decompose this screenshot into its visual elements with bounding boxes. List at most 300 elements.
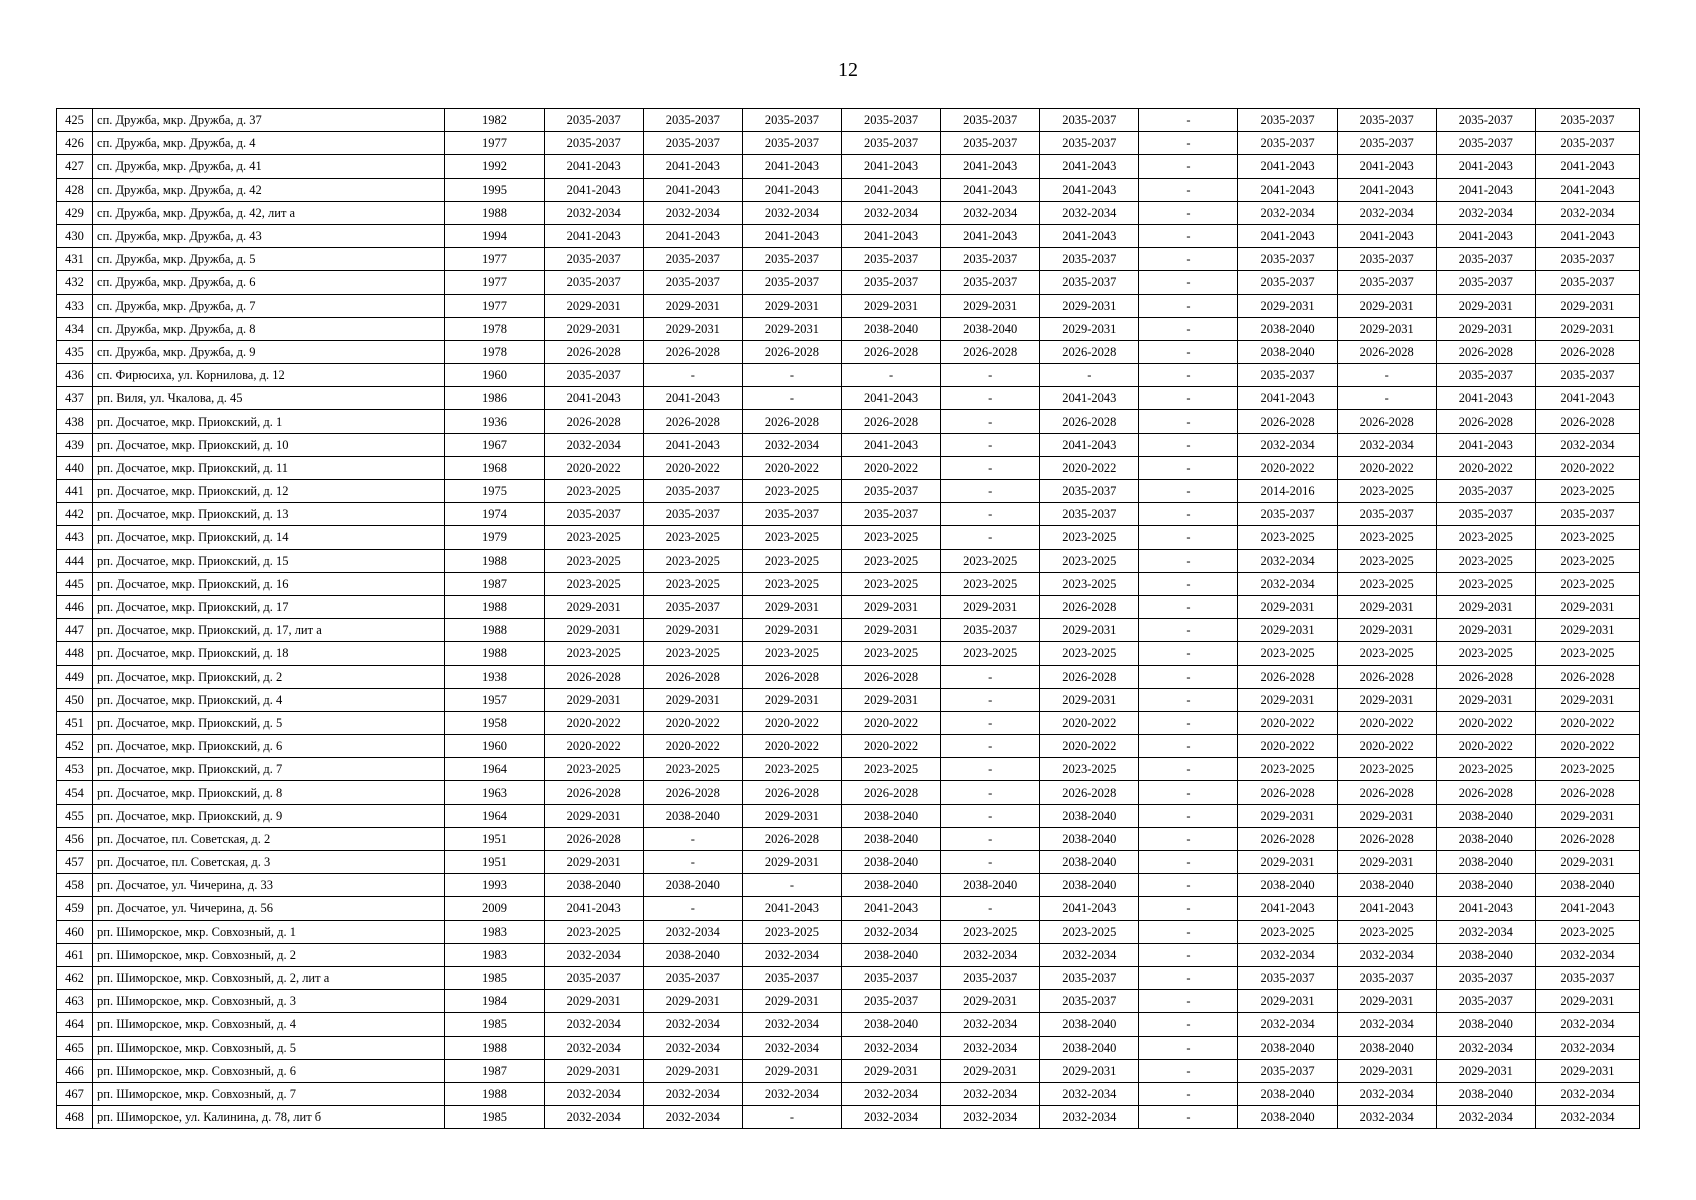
cell-row-number: 452 — [57, 735, 93, 758]
cell-period-3: 2026-2028 — [742, 665, 841, 688]
table-row — [57, 711, 1640, 734]
cell-period-4: 2032-2034 — [841, 1106, 940, 1129]
cell-period-9: 2038-2040 — [1337, 874, 1436, 897]
cell-period-4: - — [841, 364, 940, 387]
cell-period-2: 2023-2025 — [643, 572, 742, 595]
cell-period-1: 2029-2031 — [544, 595, 643, 618]
cell-build-year: 1982 — [445, 109, 544, 132]
cell-period-2: 2029-2031 — [643, 317, 742, 340]
cell-period-3: 2023-2025 — [742, 480, 841, 503]
cell-period-2: 2038-2040 — [643, 943, 742, 966]
cell-period-4: 2035-2037 — [841, 480, 940, 503]
cell-period-6: 2041-2043 — [1040, 178, 1139, 201]
cell-period-1: 2029-2031 — [544, 317, 643, 340]
table-row — [57, 619, 1640, 642]
cell-row-number: 449 — [57, 665, 93, 688]
cell-period-2: 2032-2034 — [643, 1013, 742, 1036]
cell-period-6: 2032-2034 — [1040, 1082, 1139, 1105]
cell-period-7: - — [1139, 897, 1238, 920]
cell-period-2: 2035-2037 — [643, 503, 742, 526]
cell-build-year: 1963 — [445, 781, 544, 804]
cell-period-10: 2038-2040 — [1436, 1082, 1535, 1105]
cell-period-11: 2032-2034 — [1535, 201, 1639, 224]
cell-period-4: 2023-2025 — [841, 642, 940, 665]
cell-period-8: 2026-2028 — [1238, 410, 1337, 433]
cell-build-year: 1975 — [445, 480, 544, 503]
cell-period-8: 2035-2037 — [1238, 248, 1337, 271]
table-row — [57, 804, 1640, 827]
cell-period-9: 2035-2037 — [1337, 271, 1436, 294]
cell-period-11: 2029-2031 — [1535, 595, 1639, 618]
cell-build-year: 1988 — [445, 1036, 544, 1059]
cell-period-9: 2023-2025 — [1337, 758, 1436, 781]
cell-period-5: - — [941, 665, 1040, 688]
cell-period-9: 2029-2031 — [1337, 619, 1436, 642]
cell-period-8: 2035-2037 — [1238, 271, 1337, 294]
cell-address: рп. Досчатое, мкр. Приокский, д. 12 — [93, 480, 445, 503]
cell-period-3: - — [742, 387, 841, 410]
cell-period-4: 2041-2043 — [841, 433, 940, 456]
cell-period-7: - — [1139, 410, 1238, 433]
cell-period-2: 2035-2037 — [643, 271, 742, 294]
cell-build-year: 1974 — [445, 503, 544, 526]
cell-period-2: 2041-2043 — [643, 224, 742, 247]
cell-period-5: 2029-2031 — [941, 1059, 1040, 1082]
cell-build-year: 1994 — [445, 224, 544, 247]
cell-period-5: 2041-2043 — [941, 224, 1040, 247]
cell-period-9: 2023-2025 — [1337, 920, 1436, 943]
cell-period-4: 2032-2034 — [841, 1036, 940, 1059]
cell-period-10: 2020-2022 — [1436, 711, 1535, 734]
cell-period-9: 2029-2031 — [1337, 294, 1436, 317]
cell-period-6: 2029-2031 — [1040, 619, 1139, 642]
cell-period-7: - — [1139, 503, 1238, 526]
cell-period-7: - — [1139, 132, 1238, 155]
table-row — [57, 851, 1640, 874]
cell-row-number: 440 — [57, 456, 93, 479]
cell-period-10: 2035-2037 — [1436, 480, 1535, 503]
cell-period-10: 2029-2031 — [1436, 619, 1535, 642]
table-row — [57, 642, 1640, 665]
cell-period-2: 2029-2031 — [643, 1059, 742, 1082]
cell-period-10: 2023-2025 — [1436, 572, 1535, 595]
cell-period-8: 2032-2034 — [1238, 549, 1337, 572]
housing-schedule-table — [56, 108, 1640, 1129]
cell-row-number: 457 — [57, 851, 93, 874]
cell-period-9: 2032-2034 — [1337, 1013, 1436, 1036]
cell-period-2: 2035-2037 — [643, 248, 742, 271]
cell-period-11: 2023-2025 — [1535, 526, 1639, 549]
cell-period-8: 2035-2037 — [1238, 364, 1337, 387]
cell-period-10: 2035-2037 — [1436, 271, 1535, 294]
cell-period-10: 2032-2034 — [1436, 1106, 1535, 1129]
cell-address: рп. Досчатое, мкр. Приокский, д. 2 — [93, 665, 445, 688]
cell-period-7: - — [1139, 758, 1238, 781]
cell-period-10: 2032-2034 — [1436, 920, 1535, 943]
cell-build-year: 1951 — [445, 827, 544, 850]
cell-period-7: - — [1139, 387, 1238, 410]
cell-period-9: 2020-2022 — [1337, 456, 1436, 479]
cell-period-10: 2035-2037 — [1436, 364, 1535, 387]
cell-period-8: 2026-2028 — [1238, 827, 1337, 850]
cell-period-1: 2032-2034 — [544, 201, 643, 224]
cell-period-11: 2035-2037 — [1535, 109, 1639, 132]
cell-period-8: 2041-2043 — [1238, 224, 1337, 247]
cell-period-10: 2026-2028 — [1436, 410, 1535, 433]
cell-row-number: 458 — [57, 874, 93, 897]
cell-row-number: 455 — [57, 804, 93, 827]
cell-period-4: 2035-2037 — [841, 503, 940, 526]
cell-period-11: 2029-2031 — [1535, 990, 1639, 1013]
cell-address: рп. Досчатое, мкр. Приокский, д. 16 — [93, 572, 445, 595]
cell-row-number: 448 — [57, 642, 93, 665]
cell-period-7: - — [1139, 966, 1238, 989]
cell-period-1: 2041-2043 — [544, 178, 643, 201]
cell-period-11: 2029-2031 — [1535, 317, 1639, 340]
cell-period-8: 2038-2040 — [1238, 317, 1337, 340]
cell-period-1: 2023-2025 — [544, 526, 643, 549]
cell-period-5: - — [941, 735, 1040, 758]
cell-period-9: 2029-2031 — [1337, 1059, 1436, 1082]
cell-period-1: 2035-2037 — [544, 364, 643, 387]
cell-period-8: 2038-2040 — [1238, 874, 1337, 897]
cell-period-10: 2041-2043 — [1436, 155, 1535, 178]
cell-period-9: 2023-2025 — [1337, 480, 1436, 503]
cell-period-6: 2035-2037 — [1040, 248, 1139, 271]
cell-period-11: 2026-2028 — [1535, 827, 1639, 850]
cell-period-7: - — [1139, 549, 1238, 572]
cell-period-7: - — [1139, 827, 1238, 850]
cell-address: рп. Шиморское, мкр. Совхозный, д. 4 — [93, 1013, 445, 1036]
cell-period-8: 2035-2037 — [1238, 109, 1337, 132]
cell-period-11: 2026-2028 — [1535, 340, 1639, 363]
cell-period-5: 2038-2040 — [941, 874, 1040, 897]
cell-period-3: 2023-2025 — [742, 758, 841, 781]
cell-period-2: 2035-2037 — [643, 595, 742, 618]
cell-period-10: 2041-2043 — [1436, 178, 1535, 201]
cell-build-year: 1987 — [445, 1059, 544, 1082]
cell-period-7: - — [1139, 572, 1238, 595]
cell-period-1: 2026-2028 — [544, 781, 643, 804]
cell-period-9: 2023-2025 — [1337, 642, 1436, 665]
cell-period-10: 2041-2043 — [1436, 433, 1535, 456]
cell-period-2: 2041-2043 — [643, 387, 742, 410]
cell-build-year: 1984 — [445, 990, 544, 1013]
cell-build-year: 1951 — [445, 851, 544, 874]
cell-address: сп. Дружба, мкр. Дружба, д. 4 — [93, 132, 445, 155]
cell-period-1: 2023-2025 — [544, 549, 643, 572]
cell-period-4: 2041-2043 — [841, 387, 940, 410]
cell-period-3: 2035-2037 — [742, 503, 841, 526]
cell-period-10: 2029-2031 — [1436, 688, 1535, 711]
cell-build-year: 1979 — [445, 526, 544, 549]
table-row — [57, 387, 1640, 410]
table-row — [57, 920, 1640, 943]
cell-period-10: 2029-2031 — [1436, 1059, 1535, 1082]
cell-period-9: 2032-2034 — [1337, 1082, 1436, 1105]
cell-period-2: 2029-2031 — [643, 990, 742, 1013]
cell-period-7: - — [1139, 201, 1238, 224]
cell-period-5: - — [941, 433, 1040, 456]
cell-period-6: 2023-2025 — [1040, 642, 1139, 665]
cell-period-5: 2032-2034 — [941, 943, 1040, 966]
table-row — [57, 874, 1640, 897]
cell-period-11: 2035-2037 — [1535, 271, 1639, 294]
cell-build-year: 2009 — [445, 897, 544, 920]
cell-period-9: 2026-2028 — [1337, 410, 1436, 433]
cell-period-9: 2029-2031 — [1337, 990, 1436, 1013]
cell-row-number: 436 — [57, 364, 93, 387]
cell-period-8: 2026-2028 — [1238, 781, 1337, 804]
cell-period-2: 2023-2025 — [643, 549, 742, 572]
cell-row-number: 444 — [57, 549, 93, 572]
cell-address: рп. Досчатое, мкр. Приокский, д. 8 — [93, 781, 445, 804]
cell-period-10: 2041-2043 — [1436, 224, 1535, 247]
cell-period-2: 2026-2028 — [643, 410, 742, 433]
cell-period-9: 2032-2034 — [1337, 943, 1436, 966]
cell-period-2: 2032-2034 — [643, 1036, 742, 1059]
cell-period-6: 2026-2028 — [1040, 410, 1139, 433]
cell-build-year: 1936 — [445, 410, 544, 433]
table-row — [57, 109, 1640, 132]
cell-period-5: 2038-2040 — [941, 317, 1040, 340]
cell-period-6: 2020-2022 — [1040, 735, 1139, 758]
cell-period-10: 2029-2031 — [1436, 294, 1535, 317]
cell-row-number: 451 — [57, 711, 93, 734]
cell-period-7: - — [1139, 364, 1238, 387]
cell-period-9: 2035-2037 — [1337, 966, 1436, 989]
cell-build-year: 1938 — [445, 665, 544, 688]
cell-period-10: 2035-2037 — [1436, 503, 1535, 526]
cell-period-8: 2038-2040 — [1238, 1082, 1337, 1105]
cell-period-3: 2032-2034 — [742, 943, 841, 966]
cell-period-11: 2029-2031 — [1535, 851, 1639, 874]
cell-build-year: 1968 — [445, 456, 544, 479]
cell-period-3: 2029-2031 — [742, 688, 841, 711]
cell-period-4: 2032-2034 — [841, 1082, 940, 1105]
cell-period-7: - — [1139, 920, 1238, 943]
cell-period-6: 2035-2037 — [1040, 132, 1139, 155]
cell-row-number: 441 — [57, 480, 93, 503]
cell-period-2: 2035-2037 — [643, 132, 742, 155]
cell-period-9: 2041-2043 — [1337, 224, 1436, 247]
cell-period-2: 2032-2034 — [643, 201, 742, 224]
cell-period-8: 2029-2031 — [1238, 619, 1337, 642]
cell-build-year: 1967 — [445, 433, 544, 456]
cell-address: сп. Дружба, мкр. Дружба, д. 41 — [93, 155, 445, 178]
cell-period-4: 2029-2031 — [841, 1059, 940, 1082]
cell-row-number: 425 — [57, 109, 93, 132]
cell-period-3: 2032-2034 — [742, 1036, 841, 1059]
cell-period-1: 2038-2040 — [544, 874, 643, 897]
cell-period-5: - — [941, 688, 1040, 711]
cell-period-4: 2041-2043 — [841, 155, 940, 178]
cell-period-1: 2023-2025 — [544, 758, 643, 781]
cell-period-7: - — [1139, 1106, 1238, 1129]
cell-period-6: 2032-2034 — [1040, 1106, 1139, 1129]
cell-period-5: 2032-2034 — [941, 1036, 1040, 1059]
cell-period-2: 2032-2034 — [643, 920, 742, 943]
cell-period-2: 2026-2028 — [643, 781, 742, 804]
cell-period-1: 2020-2022 — [544, 735, 643, 758]
cell-period-3: 2026-2028 — [742, 827, 841, 850]
cell-period-9: 2029-2031 — [1337, 317, 1436, 340]
cell-period-2: - — [643, 897, 742, 920]
cell-row-number: 431 — [57, 248, 93, 271]
cell-period-2: 2026-2028 — [643, 340, 742, 363]
cell-period-8: 2020-2022 — [1238, 456, 1337, 479]
cell-period-8: 2023-2025 — [1238, 526, 1337, 549]
cell-address: рп. Досчатое, ул. Чичерина, д. 56 — [93, 897, 445, 920]
cell-period-2: 2029-2031 — [643, 688, 742, 711]
cell-address: рп. Шиморское, мкр. Совхозный, д. 6 — [93, 1059, 445, 1082]
cell-build-year: 1957 — [445, 688, 544, 711]
cell-address: рп. Досчатое, пл. Советская, д. 3 — [93, 851, 445, 874]
cell-period-4: 2029-2031 — [841, 688, 940, 711]
cell-row-number: 463 — [57, 990, 93, 1013]
cell-period-10: 2023-2025 — [1436, 758, 1535, 781]
cell-row-number: 456 — [57, 827, 93, 850]
cell-period-5: 2035-2037 — [941, 271, 1040, 294]
cell-period-8: 2038-2040 — [1238, 1106, 1337, 1129]
cell-period-11: 2032-2034 — [1535, 943, 1639, 966]
cell-period-3: - — [742, 874, 841, 897]
cell-build-year: 1988 — [445, 595, 544, 618]
cell-period-11: 2020-2022 — [1535, 735, 1639, 758]
cell-period-4: 2035-2037 — [841, 132, 940, 155]
cell-period-9: 2020-2022 — [1337, 735, 1436, 758]
cell-period-8: 2020-2022 — [1238, 735, 1337, 758]
cell-period-3: 2023-2025 — [742, 549, 841, 572]
cell-period-8: 2032-2034 — [1238, 572, 1337, 595]
cell-period-9: 2038-2040 — [1337, 1036, 1436, 1059]
cell-period-6: 2023-2025 — [1040, 526, 1139, 549]
cell-period-10: 2020-2022 — [1436, 735, 1535, 758]
cell-period-4: 2023-2025 — [841, 572, 940, 595]
cell-period-4: 2041-2043 — [841, 897, 940, 920]
cell-period-5: 2023-2025 — [941, 572, 1040, 595]
cell-period-6: 2041-2043 — [1040, 433, 1139, 456]
cell-period-3: 2029-2031 — [742, 317, 841, 340]
cell-period-9: 2041-2043 — [1337, 155, 1436, 178]
cell-period-5: - — [941, 410, 1040, 433]
cell-period-9: 2035-2037 — [1337, 109, 1436, 132]
cell-period-4: 2038-2040 — [841, 1013, 940, 1036]
cell-period-3: 2020-2022 — [742, 735, 841, 758]
table-row — [57, 480, 1640, 503]
cell-period-6: 2026-2028 — [1040, 665, 1139, 688]
cell-period-7: - — [1139, 109, 1238, 132]
cell-period-6: 2026-2028 — [1040, 595, 1139, 618]
table-row — [57, 897, 1640, 920]
cell-period-5: 2041-2043 — [941, 155, 1040, 178]
table-body — [57, 109, 1640, 1129]
cell-period-5: 2023-2025 — [941, 920, 1040, 943]
cell-period-3: 2032-2034 — [742, 1082, 841, 1105]
cell-period-4: 2029-2031 — [841, 619, 940, 642]
cell-period-3: 2035-2037 — [742, 966, 841, 989]
cell-period-6: 2023-2025 — [1040, 572, 1139, 595]
cell-period-5: - — [941, 480, 1040, 503]
cell-period-6: 2041-2043 — [1040, 897, 1139, 920]
cell-address: рп. Шиморское, мкр. Совхозный, д. 5 — [93, 1036, 445, 1059]
cell-period-5: - — [941, 851, 1040, 874]
cell-period-11: 2035-2037 — [1535, 966, 1639, 989]
cell-period-7: - — [1139, 1013, 1238, 1036]
cell-address: сп. Дружба, мкр. Дружба, д. 42, лит а — [93, 201, 445, 224]
cell-period-6: 2020-2022 — [1040, 711, 1139, 734]
cell-period-9: 2020-2022 — [1337, 711, 1436, 734]
cell-row-number: 459 — [57, 897, 93, 920]
cell-period-8: 2038-2040 — [1238, 340, 1337, 363]
cell-period-7: - — [1139, 851, 1238, 874]
cell-period-2: 2041-2043 — [643, 178, 742, 201]
cell-period-11: 2029-2031 — [1535, 688, 1639, 711]
table-row — [57, 572, 1640, 595]
cell-build-year: 1988 — [445, 1082, 544, 1105]
cell-period-1: 2032-2034 — [544, 943, 643, 966]
cell-period-11: 2026-2028 — [1535, 781, 1639, 804]
cell-period-7: - — [1139, 619, 1238, 642]
cell-period-1: 2020-2022 — [544, 711, 643, 734]
table-row — [57, 201, 1640, 224]
cell-period-1: 2029-2031 — [544, 688, 643, 711]
cell-period-10: 2032-2034 — [1436, 201, 1535, 224]
cell-period-2: 2032-2034 — [643, 1106, 742, 1129]
cell-address: рп. Досчатое, ул. Чичерина, д. 33 — [93, 874, 445, 897]
cell-period-2: 2038-2040 — [643, 804, 742, 827]
cell-period-11: 2035-2037 — [1535, 503, 1639, 526]
cell-address: сп. Дружба, мкр. Дружба, д. 9 — [93, 340, 445, 363]
cell-period-8: 2029-2031 — [1238, 294, 1337, 317]
cell-row-number: 453 — [57, 758, 93, 781]
cell-period-11: 2029-2031 — [1535, 619, 1639, 642]
cell-period-2: 2029-2031 — [643, 294, 742, 317]
cell-period-6: 2026-2028 — [1040, 781, 1139, 804]
cell-build-year: 1988 — [445, 201, 544, 224]
cell-period-6: 2038-2040 — [1040, 851, 1139, 874]
cell-period-5: 2035-2037 — [941, 248, 1040, 271]
cell-period-9: 2035-2037 — [1337, 132, 1436, 155]
cell-address: рп. Досчатое, мкр. Приокский, д. 5 — [93, 711, 445, 734]
cell-period-1: 2035-2037 — [544, 503, 643, 526]
cell-period-6: 2029-2031 — [1040, 1059, 1139, 1082]
cell-period-7: - — [1139, 317, 1238, 340]
cell-period-7: - — [1139, 178, 1238, 201]
cell-period-3: - — [742, 364, 841, 387]
cell-period-9: 2035-2037 — [1337, 248, 1436, 271]
cell-period-1: 2041-2043 — [544, 224, 643, 247]
table-row — [57, 526, 1640, 549]
table-row — [57, 364, 1640, 387]
table-row — [57, 966, 1640, 989]
cell-address: рп. Досчатое, мкр. Приокский, д. 7 — [93, 758, 445, 781]
cell-period-1: 2029-2031 — [544, 990, 643, 1013]
cell-period-11: 2041-2043 — [1535, 387, 1639, 410]
cell-period-10: 2023-2025 — [1436, 549, 1535, 572]
cell-period-11: 2026-2028 — [1535, 665, 1639, 688]
table-row — [57, 456, 1640, 479]
cell-period-1: 2020-2022 — [544, 456, 643, 479]
cell-period-11: 2032-2034 — [1535, 433, 1639, 456]
cell-period-8: 2038-2040 — [1238, 1036, 1337, 1059]
cell-period-5: - — [941, 387, 1040, 410]
cell-period-8: 2041-2043 — [1238, 178, 1337, 201]
cell-address: рп. Досчатое, мкр. Приокский, д. 17, лит а — [93, 619, 445, 642]
table-row — [57, 178, 1640, 201]
cell-period-7: - — [1139, 1059, 1238, 1082]
cell-period-8: 2026-2028 — [1238, 665, 1337, 688]
